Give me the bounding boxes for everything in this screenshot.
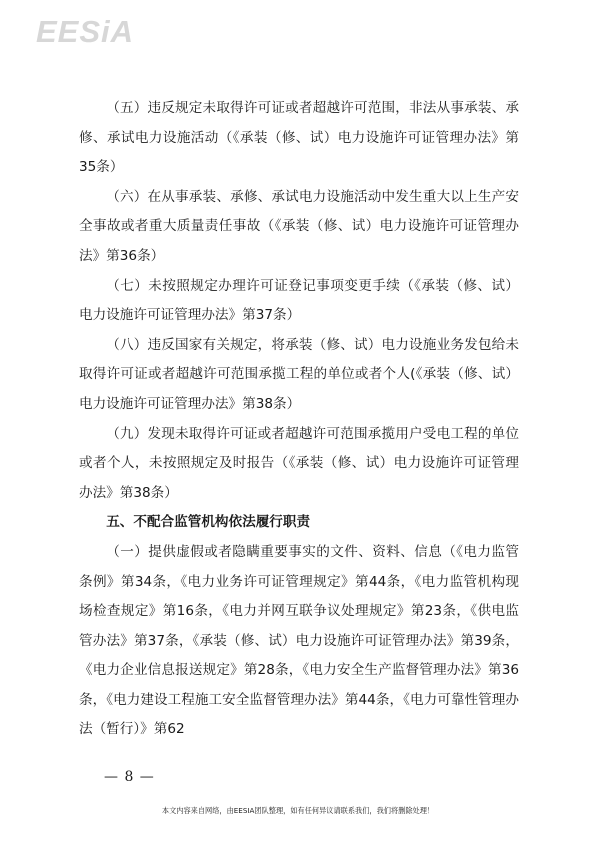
- paragraph-item-8: （八）违反国家有关规定，将承装（修、试）电力设施业务发包给未取得许可证或者超越许可范围承揽工程的单位或者个人(《承装（修、试）电力设施许可证管理办法》第38条）: [79, 336, 519, 412]
- footer-disclaimer: 本文内容来自网络，由EESIA团队整理，如有任何异议请联系我们，我们将删除处理！: [161, 806, 435, 815]
- eesia-logo: EESiA: [36, 14, 135, 49]
- section-paragraph-1: （一）提供虚假或者隐瞒重要事实的文件、资料、信息（《电力监管条例》第34条，《电力业务许可证管理规定》第44条，《电力监管机构现场检查规定》第16条，《电力并网互联争议处理规定》第23条，《供电监管办法》第37条，《承装（修、试）电力设施许可证管理办法》第39条，《电力企业信息报送规定》第28条，《电力安全生产监督管理办法》第36条，《电力建设工程施工安全监督管理办法》第44条，《电力可靠性管理办法（暂行）》第62: [79, 543, 519, 738]
- paragraph-item-5: （五）违反规定未取得许可证或者超越许可范围，非法从事承装、承修、承试电力设施活动（《承装（修、试）电力设施许可证管理办法》第35条）: [79, 100, 519, 176]
- document-body: [79, 94, 519, 745]
- paragraph-item-7: （七）未按照规定办理许可证登记事项变更手续（《承装（修、试）电力设施许可证管理办法》第37条）: [79, 277, 519, 324]
- paragraph-item-9: （九）发现未取得许可证或者超越许可范围承揽用户受电工程的单位或者个人，未按照规定及时报告（《承装（修、试）电力设施许可证管理办法》第38条）: [79, 425, 519, 501]
- section-heading: 五、不配合监管机构依法履行职责: [106, 514, 311, 531]
- paragraph-item-6: （六）在从事承装、承修、承试电力设施活动中发生重大以上生产安全事故或者重大质量责任事故（《承装（修、试）电力设施许可证管理办法》第36条）: [79, 188, 519, 264]
- page-number: — 8 —: [104, 769, 155, 785]
